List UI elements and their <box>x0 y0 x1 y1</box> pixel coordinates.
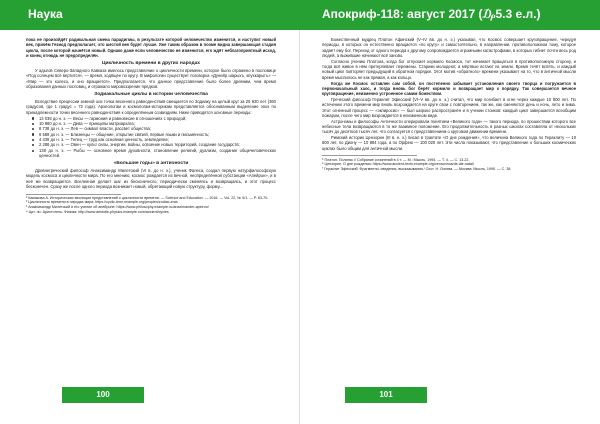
paragraph: пока не произойдёт радикальная смена парадигмы, в результате которой человечество изменится, и наступит новый век, причём Гезиод предполагает, что шестой век будет лучше. Уже таким образом в поэме видна завершающая стадия цикла, после которой начнётся новый. Однако даже если человечество не изменится, его ждёт неблагоприятный исход, и конец отнюдь не предопределён. <box>26 37 276 59</box>
footnote: ⁶ Цензорин. О дне рождения: https://www.ancient-texts.example.org/censorinus/de-die-natali <box>322 162 474 167</box>
section-title: Наука <box>28 7 63 21</box>
paragraph: Согласно учению Платона, когда бог отпускает кормило Космоса, тот начинает вращаться в противоположную сторону, и тогда всё живое в нём претерпевает перемены. Старики молодеют, а мёртвые встают из земли. Время течёт вспять, и каждый новый цикл повторяет предыдущий в обратном порядке. Этот мотив «обратного» времени указывает на то, что в античной мысли время мыслилось не как прямая, а как кольцо. <box>322 58 576 80</box>
list-item: 13 038 до н. э. — Весы — гармония и равновесие в отношениях с природой; <box>26 116 276 121</box>
footnote: ⁴ Цит. по: Аристотель. Физика: http://www.aristotle-physics.example.com/ancient/cycles <box>26 209 169 214</box>
list-item: 10 880 до н. э. — Дева — принципы матриархата; <box>26 121 276 126</box>
paragraph: Божественный мудрец Платон Афинский (V–IV вв. до н. э.) указывал, что Космос совершает круговращение, чередуя периоды, в которых он естественно вращается «по кругу» и самостоятельно, в направлении, противоположном тому, которое задаёт ему бог. Переход от одного периода к другому сопровождается огромными катастрофами, в которых гибнет почти весь род людей, а выжившие начинают всё заново. <box>322 37 576 59</box>
list-item: 8 738 до н. э. — Лев — символ власти, рассвет общества; <box>26 126 276 131</box>
footnote: ¹ Камакова А. Историческая эволюция представлений о цикличности времени. — Science and Education. — 2016. — Vol. 22, № 5/1. — P. 63-70. <box>26 195 269 200</box>
footnote: ⁵ Платон. Политик // Собрание сочинений в 4 т. — М.: Мысль, 1994. — Т. 4. — С. 13-22. <box>322 157 470 162</box>
list-item: 6 588 до н. э. — Близнецы — общение, открытие связей, первые языки и письменность; <box>26 132 276 137</box>
section-heading: Цикличность времени в других народах <box>101 60 201 66</box>
section-heading: «Большие годы» в античности <box>113 160 189 166</box>
page-number: 101 <box>379 390 393 399</box>
page-gutter <box>299 30 300 424</box>
issue-title: Апокриф-118: август 2017 (₯5.3 е.л.) <box>322 7 541 21</box>
page-number-bar-right <box>345 387 427 403</box>
paragraph: Древнегреческий философ Анаксимандр Милетский (VI в. до н. э.), ученик Фалеса, создал первую натурфилософскую модель космоса и цикличности мира. По его мнению, космос рождается из вечной, неопределённой субстанции «Апейрон», и в неё же возвращается. Вселенная делает шаг из бесконечного, периодически сменяясь и возвращаясь, и этот процесс бесконечен. Сразу же после одного периода возникает новый, обретающий новую структуру, форму... <box>26 167 276 190</box>
footnote: ⁷ Гераклит Эфесский. Фрагменты: сведения, высказывания / Сост. Н. Лосева. — Москва: Мысль, 1990. — С. 38. <box>322 167 512 172</box>
list-item: 2 288 до н. э. — Овен — культ силы, энергии, войны, освоение новых территорий, создание государств; <box>26 142 276 147</box>
list-item: 4 438 до н. э. — Телец — труд как основная ценность, земледелие; <box>26 137 276 142</box>
page-number-bar-left <box>62 387 144 403</box>
footnote: ³ Анаксимандр Милетский и его учение об апейроне: https://www.philosophy.example.ru/anaximander-apeiron/ <box>26 205 209 210</box>
footnote-separator <box>322 155 417 156</box>
footnote-separator <box>26 194 121 195</box>
zodiac-era-list <box>26 116 276 159</box>
paragraph: У адыгов Северо-Западного Кавказа имелось представление о цикличности времени, которое было отражено в пословице «Под солнцем всё вертится», — время, ходящее по кругу. В мифологии существует поговорка «Дунейр шарыхъ, кеухкарыгъ» — «Мир — это колесо, и оно вращается». Предполагается, что данное представление было более древним, чем время образования данных пословиц, и отражало мировоззрение предков. <box>26 68 276 90</box>
paragraph: Когда же Космос оставлен сам собой, он постепенно забывает установления своего творца и погружается в первоначальный хаос, и тогда вновь бог берёт кормило и возвращает мир к порядку. Так совершается вечное круговращение, неизменно устроенное самим божеством. <box>322 80 576 97</box>
left-page-column <box>26 37 276 382</box>
section-heading: Зодиакальные циклы в истории человечества <box>94 91 208 97</box>
list-item: 138 до н. э. — Рыбы — основное время духовности, становление религий, дуализм, создание общечеловеческих ценностей. <box>26 148 276 159</box>
paragraph: Астрономы и философы Античности оперировали понятием «Великого года» — такого периода, по прошествии которого все небесные тела возвращаются в то же взаимное положение. Его продолжительность в разных школах составляла от нескольких тысяч до десятков тысяч лет, что согласуется с представлением о круговом движении времени. <box>322 118 576 135</box>
header-bar <box>0 0 600 30</box>
footnote: ² Цикличность времени в народах мира: https://cyclic-time.example.org/peoples/zodiac-eras <box>26 200 178 205</box>
right-page-column <box>322 37 576 373</box>
paragraph: Греческий философ Гераклит Эфесский (VI–V вв. до н. э.) считал, что мир погибает в огне через каждые 10 800 лет. По истечении этого времени мир вновь возрождается на круге свои с повторением, так же, как сменяются день и ночь, лето и зима. Этот огненный процесс — «экпиросис» — был широко распространён и в учении стоиков: каждый цикл завершается всеобщим пожаром, после чего мир возрождается в неизменном виде. <box>322 96 576 118</box>
paragraph: Римский историк Цензорин (III в. н. э.) писал в трактате «О дне рождения», что величина Великого года по Гераклиту — 10 800 лет, по Диону — 10 884 года, а по Орфею — 100 020 лет. Эти числа показывают, что представление о больших космических циклах было общим для античной мысли. <box>322 135 576 151</box>
page-number: 100 <box>96 390 110 399</box>
paragraph: Вследствие прецессии земной оси точка весеннего равноденствия смещается по Зодиаку на целый круг за 25 920 лет (360 градусов, где 1 градус = 72 года). Археологам и космологам-историкам представляется обоснованным выделение эпох по принадлежности точки весеннего равноденствия к определённым созвездиям. Ниже приводятся основные периоды: <box>26 99 276 115</box>
